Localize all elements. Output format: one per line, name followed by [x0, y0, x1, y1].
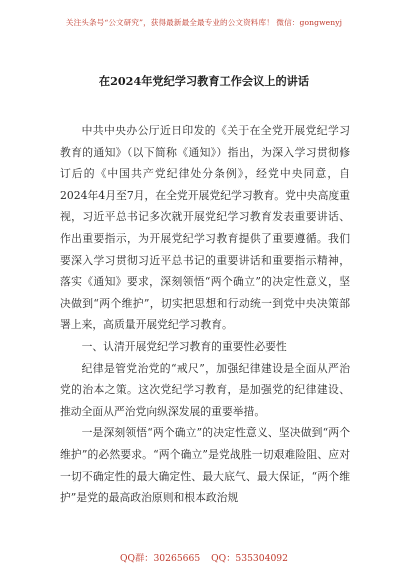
paragraph: 纪律是管党治党的“戒尺”，加强纪律建设是全面从严治党的治本之策。这次党纪学习教育，是加强党的纪律建设、推动全面从严治党向纵深发展的重要举措。 [60, 361, 350, 418]
document-title: 在2024年党纪学习教育工作会议上的讲话 [98, 74, 310, 88]
paragraph: 一是深刻领悟“两个确立”的决定性意义、坚决做到“两个维护”的必然要求。“两个确立”是党战胜一切艰难险阻、应对一切不确定性的最大确定性、最大底气、最大保证，“两个维护”是党的最高政治原则和根本政治规 [60, 426, 350, 505]
promo-header: 关注头条号“公文研究”，获得最新最全最专业的公文资料库！ 微信：gongwenyj [65, 18, 343, 27]
paragraph-intro: 中共中央办公厅近日印发的《关于在全党开展党纪学习教育的通知》（以下简称《通知》）指出，为深入学习贯彻修订后的《中国共产党纪律处分条例》，经党中央同意，自2024年4月至7月，在全党开展党纪学习教育。党中央高度重视，习近平总书记多次就开展党纪学习教育发表重要讲话、作出重要指示，为开展党纪学习教育提供了重要遵循。我们要深入学习贯彻习近平总书记的重要讲话和重要指示精神，落实《通知》要求，深刻领悟“两个确立”的决定性意义，坚决做到“两个维护”，切实把思想和行动统一到党中央决策部署上来，高质量开展党纪学习教育。 [60, 124, 350, 332]
contact-footer [0, 550, 408, 564]
document-body [60, 120, 350, 509]
qq-contact-text: QQ：535304092 [211, 553, 288, 564]
section-heading: 一、认清开展党纪学习教育的重要性必要性 [81, 339, 287, 353]
qq-group-text: QQ群：30265665 [120, 553, 201, 564]
